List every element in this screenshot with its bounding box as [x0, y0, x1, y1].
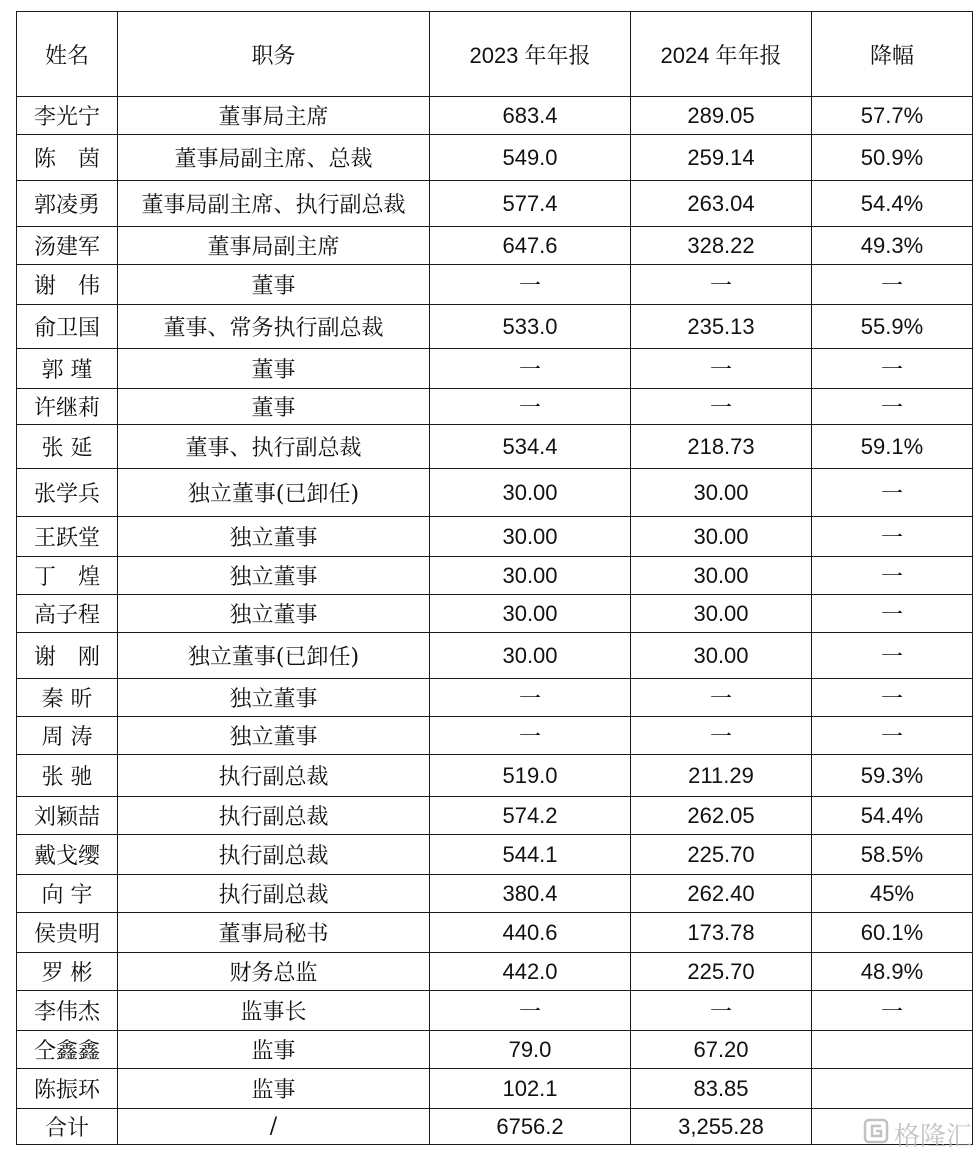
table-row [17, 517, 973, 557]
cell-name: 仝鑫鑫 [17, 1031, 118, 1069]
cell-role: 独立董事 [118, 717, 430, 755]
cell-2024: 一 [631, 717, 812, 755]
cell-decline: 一 [812, 389, 973, 425]
cell-2024: 235.13 [631, 305, 812, 349]
table-row [17, 425, 973, 469]
table-header-row [17, 12, 973, 97]
cell-decline: 54.4% [812, 797, 973, 835]
cell-role: 董事局副主席 [118, 227, 430, 265]
cell-2023: 442.0 [430, 953, 631, 991]
cell-decline: 60.1% [812, 913, 973, 953]
cell-name: 汤建军 [17, 227, 118, 265]
cell-decline: 一 [812, 517, 973, 557]
table-row [17, 181, 973, 227]
cell-2023: 30.00 [430, 517, 631, 557]
cell-2024: 263.04 [631, 181, 812, 227]
cell-name: 陈振环 [17, 1069, 118, 1109]
cell-2024: 225.70 [631, 953, 812, 991]
cell-role: 执行副总裁 [118, 755, 430, 797]
cell-role: 独立董事 [118, 517, 430, 557]
cell-2023: 一 [430, 991, 631, 1031]
cell-decline: 一 [812, 717, 973, 755]
cell-name: 许继莉 [17, 389, 118, 425]
cell-name: 谢 刚 [17, 633, 118, 679]
cell-name: 秦 昕 [17, 679, 118, 717]
cell-role: 董事局主席 [118, 97, 430, 135]
cell-2023: 440.6 [430, 913, 631, 953]
cell-2024: 一 [631, 349, 812, 389]
table-row [17, 469, 973, 517]
cell-2023: 647.6 [430, 227, 631, 265]
cell-2024: 173.78 [631, 913, 812, 953]
cell-2023: 549.0 [430, 135, 631, 181]
cell-role: 独立董事(已卸任) [118, 633, 430, 679]
cell-decline: 48.9% [812, 953, 973, 991]
table-row [17, 679, 973, 717]
table-row [17, 227, 973, 265]
cell-name: 张学兵 [17, 469, 118, 517]
cell-decline: 一 [812, 469, 973, 517]
cell-name: 刘颖喆 [17, 797, 118, 835]
header-role: 职务 [118, 12, 430, 97]
header-name: 姓名 [17, 12, 118, 97]
compensation-table [16, 11, 973, 1145]
cell-name: 周 涛 [17, 717, 118, 755]
cell-2024: 30.00 [631, 557, 812, 595]
table-row [17, 97, 973, 135]
cell-2023: 30.00 [430, 595, 631, 633]
cell-2023: 一 [430, 717, 631, 755]
cell-name: 郭 瑾 [17, 349, 118, 389]
cell-2023: 577.4 [430, 181, 631, 227]
cell-2023: 一 [430, 349, 631, 389]
cell-2024: 259.14 [631, 135, 812, 181]
cell-role: 独立董事 [118, 595, 430, 633]
cell-2024: 262.05 [631, 797, 812, 835]
cell-2024: 225.70 [631, 835, 812, 875]
cell-decline: 59.3% [812, 755, 973, 797]
cell-name: 郭凌勇 [17, 181, 118, 227]
cell-2024: 30.00 [631, 633, 812, 679]
cell-2024: 一 [631, 679, 812, 717]
table-row [17, 913, 973, 953]
cell-role: 执行副总裁 [118, 835, 430, 875]
cell-decline: 一 [812, 679, 973, 717]
cell-2024: 262.40 [631, 875, 812, 913]
cell-name: 李伟杰 [17, 991, 118, 1031]
cell-2023: 一 [430, 389, 631, 425]
cell-2024: 一 [631, 265, 812, 305]
cell-name: 向 宇 [17, 875, 118, 913]
table-row [17, 755, 973, 797]
cell-2023: 79.0 [430, 1031, 631, 1069]
cell-name: 张 驰 [17, 755, 118, 797]
cell-2023: 一 [430, 265, 631, 305]
cell-2023: 544.1 [430, 835, 631, 875]
cell-decline: 一 [812, 349, 973, 389]
cell-2024: 一 [631, 389, 812, 425]
table-row [17, 875, 973, 913]
table-row [17, 595, 973, 633]
table-row [17, 835, 973, 875]
cell-role: 董事局秘书 [118, 913, 430, 953]
cell-2023: 519.0 [430, 755, 631, 797]
table-row [17, 557, 973, 595]
cell-decline [812, 1109, 973, 1145]
cell-2024: 30.00 [631, 517, 812, 557]
cell-name: 丁 煌 [17, 557, 118, 595]
header-2024-report: 2024 年年报 [631, 12, 812, 97]
table-row [17, 265, 973, 305]
cell-role: 董事、常务执行副总裁 [118, 305, 430, 349]
cell-2023: 534.4 [430, 425, 631, 469]
cell-name: 合计 [17, 1109, 118, 1145]
cell-name: 俞卫国 [17, 305, 118, 349]
table-row [17, 305, 973, 349]
cell-2024: 289.05 [631, 97, 812, 135]
cell-role: 监事长 [118, 991, 430, 1031]
cell-name: 罗 彬 [17, 953, 118, 991]
cell-name: 谢 伟 [17, 265, 118, 305]
cell-name: 高子程 [17, 595, 118, 633]
cell-2024: 30.00 [631, 469, 812, 517]
table-row [17, 633, 973, 679]
cell-name: 戴戈缨 [17, 835, 118, 875]
cell-name: 张 延 [17, 425, 118, 469]
cell-decline: 50.9% [812, 135, 973, 181]
cell-decline: 54.4% [812, 181, 973, 227]
table-row [17, 349, 973, 389]
header-decline: 降幅 [812, 12, 973, 97]
cell-2023: 30.00 [430, 633, 631, 679]
header-2023-report: 2023 年年报 [430, 12, 631, 97]
cell-name: 王跃堂 [17, 517, 118, 557]
cell-decline: 58.5% [812, 835, 973, 875]
total-row [17, 1109, 973, 1145]
cell-decline [812, 1031, 973, 1069]
cell-decline: 45% [812, 875, 973, 913]
table-row [17, 135, 973, 181]
cell-decline: 一 [812, 991, 973, 1031]
cell-2024: 3,255.28 [631, 1109, 812, 1145]
cell-2023: 102.1 [430, 1069, 631, 1109]
cell-role: 独立董事 [118, 557, 430, 595]
cell-decline: 一 [812, 633, 973, 679]
cell-decline: 55.9% [812, 305, 973, 349]
cell-role: 董事局副主席、执行副总裁 [118, 181, 430, 227]
cell-2023: 一 [430, 679, 631, 717]
cell-decline: 一 [812, 265, 973, 305]
cell-role: 监事 [118, 1069, 430, 1109]
cell-2024: 218.73 [631, 425, 812, 469]
cell-2023: 30.00 [430, 469, 631, 517]
cell-name: 侯贵明 [17, 913, 118, 953]
table-row [17, 717, 973, 755]
cell-role: 董事 [118, 265, 430, 305]
cell-role: 监事 [118, 1031, 430, 1069]
cell-2024: 211.29 [631, 755, 812, 797]
cell-role: 董事、执行副总裁 [118, 425, 430, 469]
cell-decline: 57.7% [812, 97, 973, 135]
watermark-text: 格隆汇 [893, 1121, 972, 1152]
cell-role: 独立董事 [118, 679, 430, 717]
cell-2023: 30.00 [430, 557, 631, 595]
table-row [17, 1069, 973, 1109]
table-row [17, 991, 973, 1031]
cell-decline: 49.3% [812, 227, 973, 265]
table-row [17, 797, 973, 835]
cell-2023: 380.4 [430, 875, 631, 913]
cell-role: 董事 [118, 389, 430, 425]
cell-role: 财务总监 [118, 953, 430, 991]
cell-role: 执行副总裁 [118, 797, 430, 835]
cell-2024: 67.20 [631, 1031, 812, 1069]
cell-2024: 328.22 [631, 227, 812, 265]
cell-2023: 683.4 [430, 97, 631, 135]
cell-role: 独立董事(已卸任) [118, 469, 430, 517]
cell-role: 董事局副主席、总裁 [118, 135, 430, 181]
cell-decline [812, 1069, 973, 1109]
cell-role: 董事 [118, 349, 430, 389]
cell-role: 执行副总裁 [118, 875, 430, 913]
cell-2024: 30.00 [631, 595, 812, 633]
cell-2023: 533.0 [430, 305, 631, 349]
table-row [17, 953, 973, 991]
cell-2023: 6756.2 [430, 1109, 631, 1145]
cell-2024: 一 [631, 991, 812, 1031]
cell-name: 李光宁 [17, 97, 118, 135]
table-row [17, 1031, 973, 1069]
cell-2024: 83.85 [631, 1069, 812, 1109]
cell-decline: 59.1% [812, 425, 973, 469]
table-row [17, 389, 973, 425]
cell-role: / [118, 1109, 430, 1145]
cell-decline: 一 [812, 595, 973, 633]
cell-name: 陈 茵 [17, 135, 118, 181]
cell-decline: 一 [812, 557, 973, 595]
cell-2023: 574.2 [430, 797, 631, 835]
